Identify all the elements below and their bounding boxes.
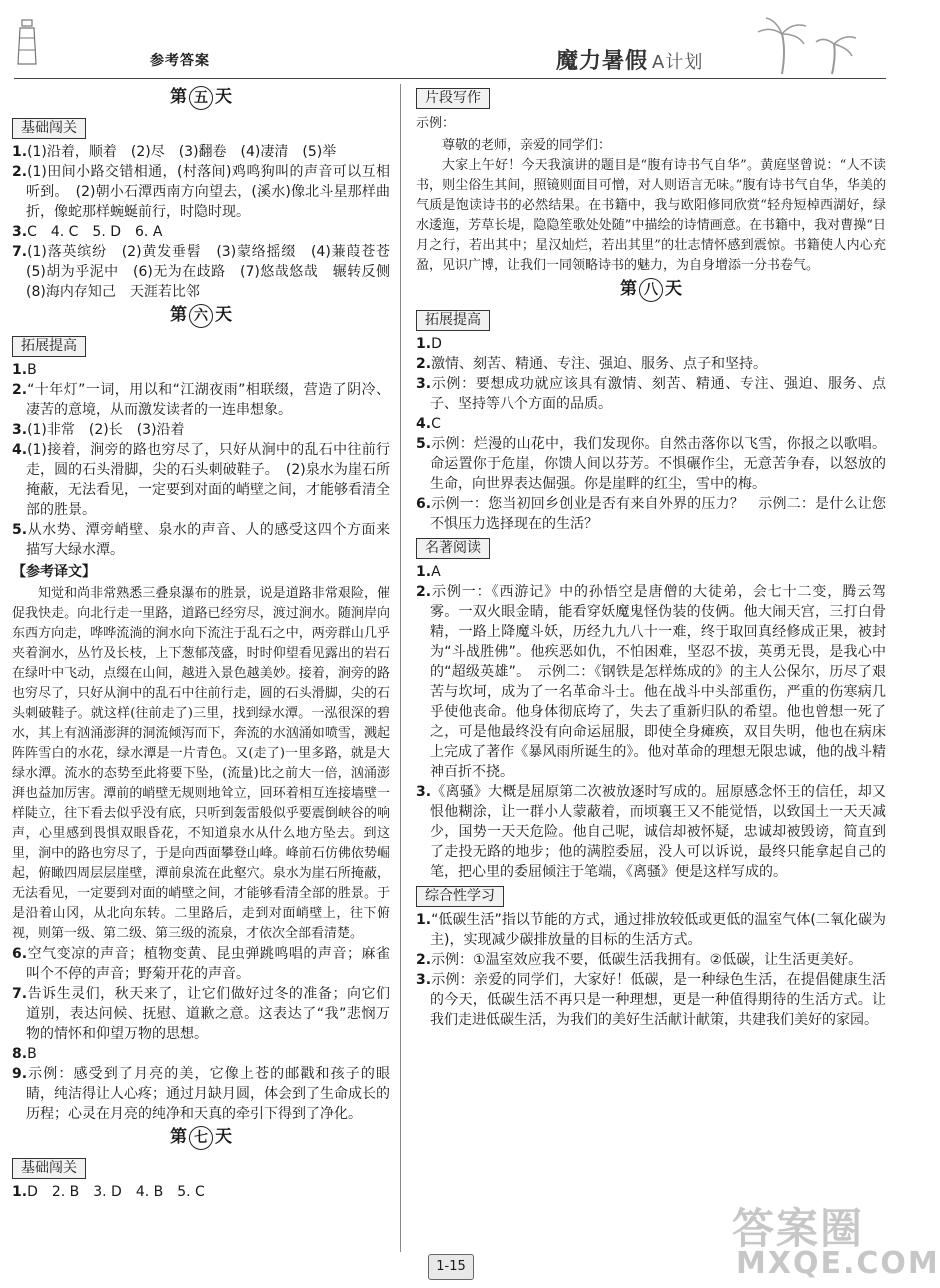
- watermark-url: MXQE.COM: [736, 1246, 940, 1281]
- answer-item: 1.(1)沿着，顺着 (2)尽 (3)翻卷 (4)凄清 (5)举: [12, 144, 337, 160]
- page-header: [0, 0, 900, 80]
- right-column: [416, 84, 886, 1030]
- answer-item: 7.告诉生灵们，秋天来了，让它们做好过冬的准备；向它们道别，表达问候、抚慰、道歉之意。这表达了“我”悲悯万物的情怀和仰望万物的思想。: [12, 986, 390, 1042]
- lighthouse-icon: [14, 16, 40, 68]
- section-comprehensive: 综合性学习: [416, 886, 504, 907]
- day-seven-heading: 第 七 天: [12, 1126, 390, 1150]
- answer-item: 2.示例：①温室效应我不要，低碳生活我拥有。②低碳，让生活更美好。: [416, 952, 863, 968]
- answer-item: 2.示例一：《西游记》中的孙悟空是唐僧的大徒弟，会七十二变，腾云驾雾。一双火眼金睛，能看穿妖魔鬼怪伪装的伎俩。他大闹天宫，三打白骨精，一路上降魔斗妖，历经九九八十一难，终于取回真经修成正果，被封为“斗战胜佛”。他疾恶如仇，不怕困难，坚忍不拔，英勇无畏，是我心中的“超级英雄”。 示例二：《钢铁是怎样炼成的》的主人公保尔，历尽了艰苦与坎坷，成为了一名革命斗士。他在战斗中头部重伤，严重的伤寒病几乎使他丧命。他身体彻底垮了，失去了重新归队的希望。他也曾想一死了之，可是他最终没有向命运屈服，即使全身瘫痪，双目失明，他也在病床上完成了著作《暴风雨所诞生的》。他对革命的理想无限忠诚，他的战斗精神百折不挠。: [416, 584, 886, 780]
- answer-item: 5.示例：烂漫的山花中，我们发现你。自然击落你以飞雪，你报之以歌唱。命运置你于危崖，你馈人间以芬芳。不惧碾作尘，无意苦争春，以怒放的生命，向世界表达倔强。你是崖畔的红尘，雪中的梅。: [416, 436, 886, 492]
- section-writing: 片段写作: [416, 88, 490, 109]
- answer-item: 8.B: [12, 1046, 37, 1062]
- answer-item: 2.(1)田间小路交错相通，(村落间)鸡鸣狗叫的声音可以互相听到。 (2)朝小石潭西南方向望去，(溪水)像北斗星那样曲折，像蛇那样蜿蜒前行，时隐时现。: [12, 164, 390, 220]
- day-eight-heading: 第 八 天: [416, 278, 886, 302]
- answer-item: 3.示例：亲爱的同学们，大家好！低碳，是一种绿色生活，在提倡健康生活的今天，低碳生活不再只是一种理想，更是一种值得期待的生活方式。让我们走进低碳生活，为我们的美好生活献计献策，共建我们美好的家园。: [416, 972, 886, 1028]
- brand-title: [556, 44, 703, 75]
- answer-item: 1.D 2. B 3. D 4. B 5. C: [12, 1184, 205, 1200]
- answer-item: 6.空气变凉的声音；植物变黄、昆虫弹跳鸣唱的声音；麻雀叫个不停的声音；野菊开花的声音。: [12, 946, 390, 982]
- brand-suffix: A计划: [652, 52, 704, 73]
- answer-item: 7.(1)落英缤纷 (2)黄发垂髫 (3)蒙络摇缀 (4)蒹葭苍苍 (5)胡为乎泥中 (6)无为在歧路 (7)悠哉悠哉 辗转反侧 (8)海内存知己 天涯若比邻: [12, 244, 404, 300]
- section-extension: 拓展提高: [416, 310, 490, 331]
- answer-title: 参考答案: [150, 53, 210, 69]
- answer-item: 2.激情、刻苦、精通、专注、强迫、服务、点子和坚持。: [416, 356, 768, 372]
- page-number: 1-15: [428, 1254, 474, 1280]
- palm-tree-icon: [752, 14, 862, 76]
- brand-name: 魔力暑假: [556, 49, 649, 74]
- essay-body: 大家上午好！今天我演讲的题目是“腹有诗书气自华”。黄庭坚曾说：“人不读书，则尘俗生其间，照镜则面目可憎，对人则语言无味。”腹有诗书气自华，华美的气质是饱读诗书的必然结果。在书籍中，我与欧阳修同欣赏“轻舟短棹西湖好，绿水逶迤，芳草长堤，隐隐笙歌处处随”中描绘的诗情画意。在书籍中，我对曹操“日月之行，若出其中；星汉灿烂，若出其里”的壮志情怀感到震惊。书籍使人内心充盈，见识广博，让我们一同领略诗书的魅力，为自身增添一分书卷气。: [416, 158, 886, 273]
- reference-translation-label: 【参考译文】: [12, 564, 96, 580]
- section-basic: 基础闯关: [12, 1158, 86, 1179]
- answer-item: 1.A: [416, 564, 441, 580]
- section-extension: 拓展提高: [12, 336, 86, 357]
- answer-item: 5.从水势、潭旁峭壁、泉水的声音、人的感受这四个方面来描写大绿水潭。: [12, 522, 390, 558]
- answer-item: 3.C 4. C 5. D 6. A: [12, 224, 163, 240]
- answer-item: 1.B: [12, 362, 37, 378]
- answer-item: 1.D: [416, 336, 442, 352]
- answer-item: 4.C: [416, 416, 441, 432]
- day-five-heading: 第 五 天: [12, 86, 390, 110]
- left-column: [12, 84, 404, 1202]
- answer-item: 3.示例：要想成功就应该具有激情、刻苦、精通、专注、强迫、服务、点子、坚持等八个方面的品质。: [416, 376, 886, 412]
- day-six-heading: 第 六 天: [12, 304, 390, 328]
- essay-greeting: 尊敬的老师，亲爱的同学们：: [442, 138, 612, 153]
- answer-item: 4.(1)接着，涧旁的路也穷尽了，只好从涧中的乱石中往前行走，圆的石头滑脚，尖的石头刺破鞋子。 (2)泉水为崖石所掩蔽，无法看见，一定要到对面的峭壁之间，才能够看清全部的胜景。: [12, 442, 390, 518]
- header-rule: [14, 78, 886, 79]
- answer-item: 3.(1)非常 (2)长 (3)沿着: [12, 422, 185, 438]
- answer-item: 9.示例：感受到了月亮的美，它像上苍的邮戳和孩子的眼睛，纯洁得让人心疼；通过月缺月圆，体会到了生命成长的历程；心灵在月亮的纯净和天真的牵引下得到了净化。: [12, 1066, 390, 1122]
- reference-translation: 知觉和尚非常熟悉三叠泉瀑布的胜景，说是道路非常艰险，催促我快走。向北行走一里路，道路已经穷尽，渡过涧水。随涧岸向东西方向走，哗哗流淌的涧水向下流注于乱石之中，两旁群山几乎夹着涧水，丛竹及长枝，上下葱郁茂盛，时时仰望看见露出的岩石在绿叶中飞动，点缀在山间，越进入景色越美妙。接着，涧旁的路也穷尽了，只好从涧中的乱石中往前行走，圆的石头滑脚，尖的石头刺破鞋子。就这样(往前走了)三里，找到绿水潭。一泓很深的碧水，其上有汹涌澎湃的洞流倾泻而下，奔流的水汹涌如喷雪，溅起阵阵雪白的水花，绿水潭是一片青色。又(走了)一里多路，就是大绿水潭。流水的态势至此将要下坠，(流量)比之前大一倍，汹涌澎湃也益加厉害。潭前的峭壁无规则地耸立，回环着相互连接墙壁一样陡立，往下看去似乎没有底，只听到轰雷般似乎要震倒峡谷的响声，心里感到畏惧双眼昏花，不知道泉水从什么地方坠去。到这里，涧中的路也穷尽了，于是向西面攀登山峰。峰前石仿佛依势崛起，俯瞰四周层层崖壁，潭前泉流在此壑穴。泉水为崖石所掩蔽，无法看见，一定要到对面的峭壁之间，才能够看清全部的胜景。于是沿着山冈，从北向东转。二里路后，走到对面峭壁上，往下俯视，则第一级、第二级、第三级的流泉，才依次全部看清楚。: [12, 586, 390, 941]
- section-classics: 名著阅读: [416, 538, 490, 559]
- watermark-text: 答案圈: [732, 1204, 865, 1253]
- section-basic: 基础闯关: [12, 118, 86, 139]
- answer-item: 1.“低碳生活”指以节能的方式，通过排放较低或更低的温室气体(二氧化碳为主)，实现减少碳排放量的目标的生活方式。: [416, 912, 886, 948]
- answer-item: 3.《离骚》大概是屈原第二次被放逐时写成的。屈原感念怀王的信任，却又恨他糊涂，让一群小人蒙蔽着，而顷襄王又不能觉悟，以致国土一天天减少，国势一天天危险。他自己呢，诚信却被怀疑，忠诚却被毁谤，简直到了走投无路的地步；他的满腔委屈，没人可以诉说，最终只能拿起自己的笔，把心里的委屈倾注于笔端，《离骚》便是这样写成的。: [416, 784, 886, 880]
- example-label: 示例：: [416, 116, 456, 131]
- answer-item: 2.“十年灯”一词，用以和“江湖夜雨”相联缀，营造了阴冷、凄苦的意境，从而激发读者的一连串想象。: [12, 382, 390, 418]
- answer-item: 6.示例一：您当初回乡创业是否有来自外界的压力？ 示例二：是什么让您不惧压力选择现在的生活？: [416, 496, 886, 532]
